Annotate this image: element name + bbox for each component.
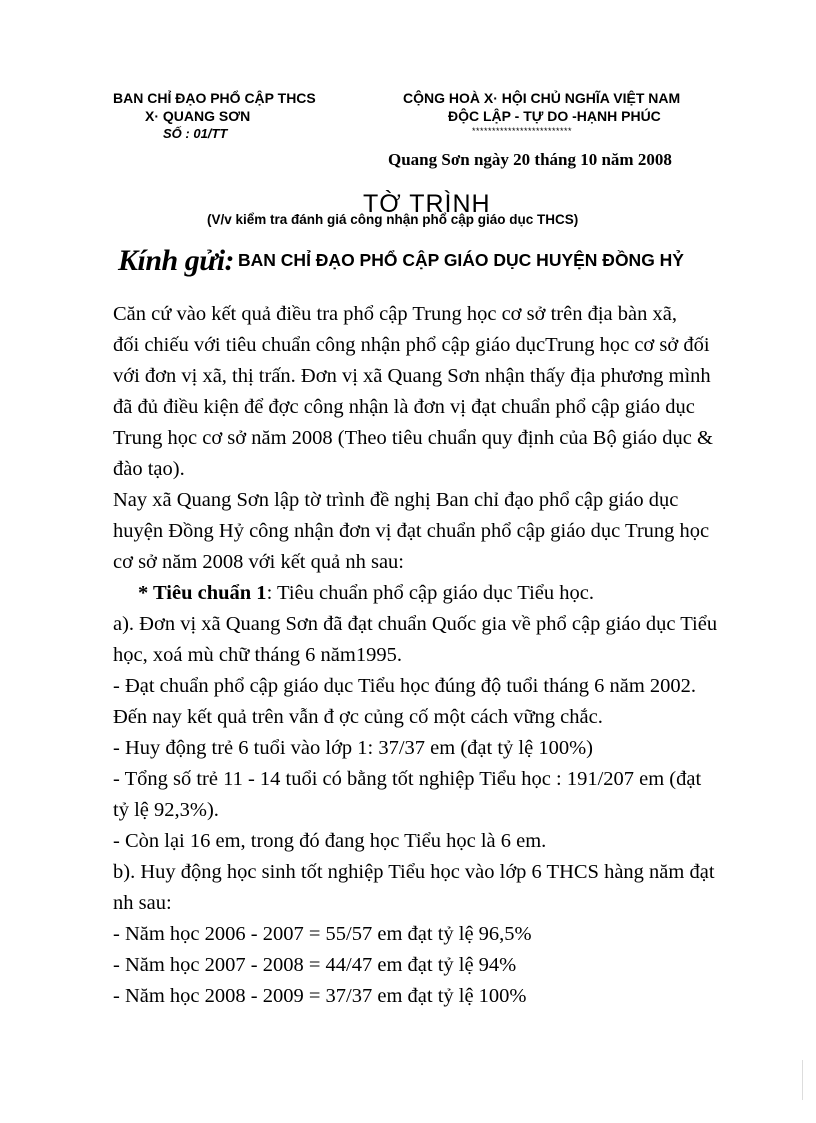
criterion-1-text: : Tiêu chuẩn phổ cập giáo dục Tiểu học. bbox=[266, 582, 594, 604]
body-line: - Huy động trẻ 6 tuổi vào lớp 1: 37/37 em (đạt tỷ lệ 100%) bbox=[113, 737, 593, 759]
scan-edge-mark bbox=[802, 1060, 803, 1100]
header-commune: X· QUANG SƠN bbox=[145, 108, 251, 124]
header-country: CỘNG HOÀ X· HỘI CHỦ NGHĨA VIỆT NAM bbox=[403, 90, 681, 106]
document-subtitle: (V/v kiểm tra đánh giá công nhận phổ cập giáo dục THCS) bbox=[207, 212, 579, 227]
body-line: nh sau: bbox=[113, 892, 172, 914]
header-org-name: BAN CHỈ ĐẠO PHỔ CẬP THCS bbox=[113, 90, 316, 106]
body-line: huyện Đồng Hỷ công nhận đơn vị đạt chuẩn phổ cập giáo dục Trung học bbox=[113, 520, 710, 542]
body-line: a). Đơn vị xã Quang Sơn đã đạt chuẩn Quốc gia về phổ cập giáo dục Tiểu bbox=[113, 613, 718, 635]
body-line: Đến nay kết quả trên vẫn đ ợc củng cố một cách vững chắc. bbox=[113, 706, 603, 728]
body-line: tỷ lệ 92,3%). bbox=[113, 799, 219, 821]
body-line: - Tổng số trẻ 11 - 14 tuổi có bằng tốt nghiệp Tiểu học : 191/207 em (đạt bbox=[113, 768, 702, 790]
document-number: SỐ : 01/TT bbox=[163, 126, 228, 141]
body-line: - Năm học 2008 - 2009 = 37/37 em đạt tỷ lệ 100% bbox=[113, 985, 527, 1007]
header-motto: ĐỘC LẬP - TỰ DO -HẠNH PHÚC bbox=[448, 108, 661, 124]
body-line: - Năm học 2006 - 2007 = 55/57 em đạt tỷ lệ 96,5% bbox=[113, 923, 532, 945]
body-line: đã đủ điều kiện để đợc công nhận là đơn vị đạt chuẩn phổ cập giáo dục bbox=[113, 396, 695, 418]
document-title: TỜ TRÌNH bbox=[363, 190, 491, 218]
body-line: đối chiếu với tiêu chuẩn công nhận phổ cập giáo dụcTrung học cơ sở đối bbox=[113, 334, 710, 356]
body-line: - Đạt chuẩn phổ cập giáo dục Tiểu học đúng độ tuổi tháng 6 năm 2002. bbox=[113, 675, 697, 697]
criterion-1-label: * Tiêu chuẩn 1 bbox=[138, 582, 267, 604]
body-line: đào tạo). bbox=[113, 458, 185, 480]
body-line: b). Huy động học sinh tốt nghiệp Tiểu học vào lớp 6 THCS hàng năm đạt bbox=[113, 861, 715, 883]
body-line: Trung học cơ sở năm 2008 (Theo tiêu chuẩn quy định của Bộ giáo dục & bbox=[113, 427, 713, 449]
header-stars-divider: ************************* bbox=[472, 126, 573, 136]
recipient-line bbox=[118, 244, 684, 278]
body-line: học, xoá mù chữ tháng 6 năm1995. bbox=[113, 644, 402, 666]
recipient-name: BAN CHỈ ĐẠO PHỔ CẬP GIÁO DỤC HUYỆN ĐỒNG HỶ bbox=[238, 250, 684, 270]
body-line: Căn cứ vào kết quả điều tra phổ cập Trung học cơ sở trên địa bàn xã, bbox=[113, 303, 677, 325]
recipient-label: Kính gửi: bbox=[118, 244, 235, 277]
date-line: Quang Sơn ngày 20 tháng 10 năm 2008 bbox=[388, 150, 672, 169]
body-line: - Năm học 2007 - 2008 = 44/47 em đạt tỷ lệ 94% bbox=[113, 954, 517, 976]
body-line: Nay xã Quang Sơn lập tờ trình đề nghị Ban chỉ đạo phổ cập giáo dục bbox=[113, 489, 679, 511]
body-line: cơ sở năm 2008 với kết quả nh sau: bbox=[113, 551, 405, 573]
criterion-1 bbox=[138, 579, 594, 607]
body-line: với đơn vị xã, thị trấn. Đơn vị xã Quang Sơn nhận thấy địa phương mình bbox=[113, 365, 711, 387]
body-line: - Còn lại 16 em, trong đó đang học Tiểu học là 6 em. bbox=[113, 830, 547, 852]
